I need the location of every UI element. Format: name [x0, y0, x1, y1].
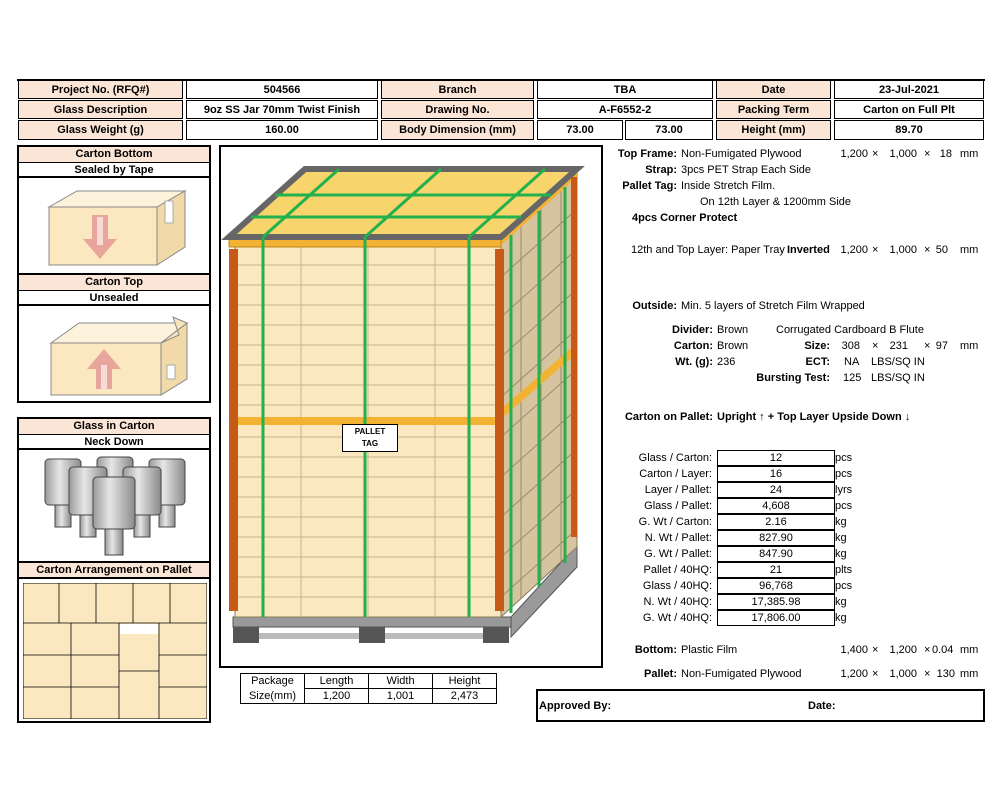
carton-arrangement-panel	[17, 561, 211, 723]
stat-unit: kg	[835, 516, 847, 528]
pallet-tag-label	[342, 424, 398, 452]
pallet-tag-spec-value2: On 12th Layer & 1200mm Side	[700, 196, 852, 208]
stat-label: Glass / Pallet:	[644, 500, 712, 512]
bottom-label: Bottom:	[634, 644, 677, 656]
times-4: ×	[924, 244, 931, 256]
glass-in-carton-title: Glass in Carton	[19, 419, 209, 435]
stat-value: 16	[717, 466, 835, 482]
packing-term-value: Carton on Full Plt	[834, 100, 984, 119]
glass-description-label: Glass Description	[18, 100, 183, 119]
stat-label: Glass / Carton:	[638, 452, 712, 464]
bottom-d1: 1,400	[840, 644, 868, 656]
pallet-unit: mm	[960, 668, 979, 680]
stat-unit: pcs	[835, 468, 853, 480]
stat-label: N. Wt / 40HQ:	[643, 596, 712, 608]
pallet-illustration	[221, 147, 601, 666]
stat-label: Pallet / 40HQ:	[643, 564, 712, 576]
stat-value: 96,768	[717, 578, 835, 594]
layer-d2: 1,000	[889, 244, 917, 256]
carton-unit: mm	[960, 340, 979, 352]
pallet-d2: 1,000	[889, 668, 917, 680]
layer-label-b: Inverted	[787, 244, 830, 256]
size-label: Size(mm)	[241, 689, 305, 704]
top-frame-d3: 18	[939, 148, 952, 160]
height-value: 89.70	[834, 120, 984, 140]
ect-value: NA	[844, 356, 860, 368]
glass-weight-label: Glass Weight (g)	[18, 120, 183, 140]
pallet-d1: 1,200	[840, 668, 868, 680]
glass-in-carton-subtitle: Neck Down	[19, 435, 209, 450]
layer-d1: 1,200	[840, 244, 868, 256]
strap-value: 3pcs PET Strap Each Side	[681, 164, 812, 176]
carton-bottom-illustration	[47, 187, 187, 267]
stat-unit: kg	[835, 612, 847, 624]
height-value-pkg: 2,473	[433, 689, 497, 704]
body-dimension-value-2: 73.00	[625, 120, 713, 140]
bottom-d3: 0.04	[932, 644, 954, 656]
stat-unit: pcs	[835, 500, 853, 512]
top-frame-d1: 1,200	[840, 148, 868, 160]
date-value: 23-Jul-2021	[834, 80, 984, 99]
carton-bottom-panel	[17, 145, 211, 275]
pallet-d3: 130	[936, 668, 955, 680]
outside-value: Min. 5 layers of Stretch Film Wrapped	[681, 300, 865, 312]
times-9: ×	[872, 668, 879, 680]
stat-unit: lyrs	[835, 484, 853, 496]
stat-label: N. Wt / Pallet:	[644, 532, 712, 544]
stat-unit: plts	[835, 564, 853, 576]
carton-value: Brown	[717, 340, 749, 352]
project-no-label: Project No. (RFQ#)	[18, 80, 183, 99]
carton-arrangement-title: Carton Arrangement on Pallet	[19, 563, 209, 579]
length-header: Length	[305, 674, 369, 689]
project-no-value: 504566	[186, 80, 378, 99]
stat-label: G. Wt / Carton:	[638, 516, 712, 528]
ect-label: ECT:	[805, 356, 830, 368]
pallet-label: Pallet:	[643, 668, 677, 680]
package-label: Package	[241, 674, 305, 689]
carton-on-pallet-label: Carton on Pallet:	[624, 411, 713, 423]
stat-value: 827.90	[717, 530, 835, 546]
carton-bottom-title: Carton Bottom	[19, 147, 209, 163]
times-1: ×	[872, 148, 879, 160]
stat-label: Glass / 40HQ:	[642, 580, 712, 592]
layer-unit: mm	[960, 244, 979, 256]
bottom-unit: mm	[960, 644, 979, 656]
strap-label: Strap:	[645, 164, 677, 176]
carton-d1: 308	[841, 340, 860, 352]
stat-value: 2.16	[717, 514, 835, 530]
stat-value: 4,608	[717, 498, 835, 514]
glass-weight-value: 160.00	[186, 120, 378, 140]
top-frame-d2: 1,000	[889, 148, 917, 160]
height-label: Height (mm)	[716, 120, 831, 140]
pallet-tag-line1: PALLET	[354, 427, 386, 436]
stat-value: 21	[717, 562, 835, 578]
stat-value: 17,806.00	[717, 610, 835, 626]
glass-description-value: 9oz SS Jar 70mm Twist Finish	[186, 100, 378, 119]
date-label: Date	[716, 80, 831, 99]
drawing-no-value: A-F6552-2	[537, 100, 713, 119]
bursting-label: Bursting Test:	[756, 372, 830, 384]
carton-d3: 97	[935, 340, 948, 352]
stat-label: G. Wt / Pallet:	[644, 548, 712, 560]
top-frame-value: Non-Fumigated Plywood	[681, 148, 802, 160]
stat-label: Layer / Pallet:	[644, 484, 712, 496]
times-10: ×	[924, 668, 931, 680]
pallet-tag-line2: TAG	[361, 439, 379, 448]
body-dimension-value-1: 73.00	[537, 120, 623, 140]
ect-unit: LBS/SQ IN	[871, 356, 925, 368]
bursting-value: 125	[843, 372, 862, 384]
width-header: Width	[369, 674, 433, 689]
wt-value: 236	[717, 356, 736, 368]
carton-d2: 231	[889, 340, 908, 352]
times-2: ×	[924, 148, 931, 160]
length-value: 1,200	[305, 689, 369, 704]
pallet-tag-spec-label: Pallet Tag:	[622, 180, 677, 192]
packing-term-label: Packing Term	[716, 100, 831, 119]
corner-protect: 4pcs Corner Protect	[632, 212, 738, 224]
divider-extra: Corrugated Cardboard B Flute	[776, 324, 924, 336]
stat-unit: kg	[835, 532, 847, 544]
body-dimension-label: Body Dimension (mm)	[381, 120, 534, 140]
stat-label: G. Wt / 40HQ:	[642, 612, 712, 624]
branch-value: TBA	[537, 80, 713, 99]
times-6: ×	[924, 340, 931, 352]
carton-top-subtitle: Unsealed	[19, 291, 209, 306]
stat-unit: pcs	[835, 580, 853, 592]
arrangement-diagram	[23, 583, 207, 719]
carton-top-title: Carton Top	[19, 275, 209, 291]
approval-date-label: Date:	[808, 700, 836, 712]
times-8: ×	[924, 644, 931, 656]
times-3: ×	[872, 244, 879, 256]
carton-on-pallet-value: Upright ↑ + Top Layer Upside Down ↓	[717, 411, 911, 423]
pallet-value: Non-Fumigated Plywood	[681, 668, 802, 680]
bursting-unit: LBS/SQ IN	[871, 372, 925, 384]
carton-label: Carton:	[673, 340, 713, 352]
pallet-illustration-frame	[219, 145, 603, 668]
stat-value: 24	[717, 482, 835, 498]
stat-unit: kg	[835, 548, 847, 560]
times-7: ×	[872, 644, 879, 656]
stat-value: 847.90	[717, 546, 835, 562]
glass-jars-illustration	[39, 453, 199, 561]
bottom-d2: 1,200	[889, 644, 917, 656]
divider-value: Brown	[717, 324, 749, 336]
carton-bottom-subtitle: Sealed by Tape	[19, 163, 209, 178]
bottom-value: Plastic Film	[681, 644, 738, 656]
stat-value: 12	[717, 450, 835, 466]
branch-label: Branch	[381, 80, 534, 99]
top-frame-unit: mm	[960, 148, 979, 160]
layer-d3: 50	[935, 244, 948, 256]
glass-in-carton-panel	[17, 417, 211, 563]
approved-by-label: Approved By:	[539, 700, 612, 712]
width-value: 1,001	[369, 689, 433, 704]
drawing-no-label: Drawing No.	[381, 100, 534, 119]
carton-top-illustration	[49, 313, 189, 397]
stat-value: 17,385.98	[717, 594, 835, 610]
stat-unit: kg	[835, 596, 847, 608]
top-frame-label: Top Frame:	[617, 148, 677, 160]
stat-unit: pcs	[835, 452, 853, 464]
carton-size-label: Size:	[804, 340, 830, 352]
package-size-table	[240, 673, 497, 704]
carton-top-panel	[17, 273, 211, 403]
layer-label-a: 12th and Top Layer: Paper Tray	[631, 244, 785, 256]
outside-label: Outside:	[632, 300, 677, 312]
height-header: Height	[433, 674, 497, 689]
stat-label: Carton / Layer:	[639, 468, 712, 480]
pallet-tag-spec-value: Inside Stretch Film.	[681, 180, 776, 192]
wt-label: Wt. (g):	[675, 356, 713, 368]
approval-box	[536, 689, 985, 722]
times-5: ×	[872, 340, 879, 352]
divider-label: Divider:	[672, 324, 713, 336]
